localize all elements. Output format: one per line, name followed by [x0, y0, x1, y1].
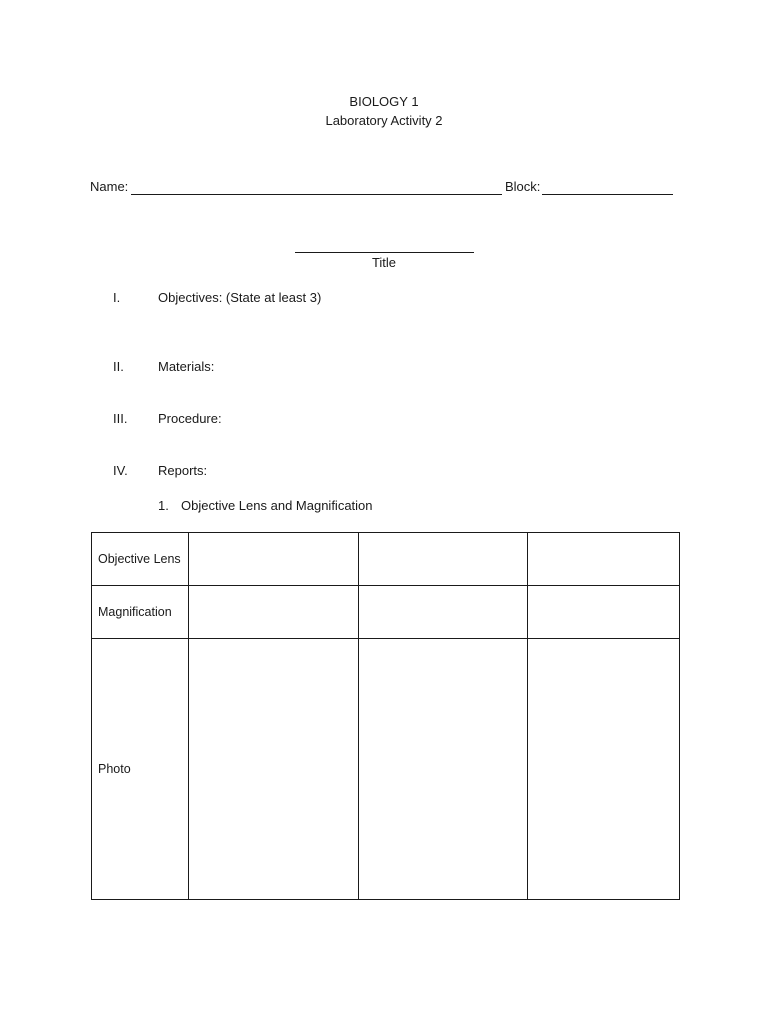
block-blank-line[interactable] [542, 194, 673, 195]
name-blank-line[interactable] [131, 194, 502, 195]
table-row [92, 639, 680, 900]
table-cell[interactable] [359, 639, 528, 900]
block-label: Block: [505, 179, 541, 194]
table-cell[interactable] [189, 586, 359, 639]
table-row [92, 533, 680, 586]
section-numeral-3: III. [113, 411, 128, 426]
report-table [91, 532, 680, 900]
row-label-objective-lens: Objective Lens [92, 533, 189, 586]
table-cell[interactable] [528, 639, 680, 900]
section-materials: Materials: [158, 359, 215, 374]
table-cell[interactable] [189, 533, 359, 586]
name-label: Name: [90, 179, 129, 194]
activity-title: Laboratory Activity 2 [325, 113, 443, 128]
table-cell[interactable] [528, 586, 680, 639]
title-blank-line[interactable] [295, 252, 474, 253]
table-row [92, 586, 680, 639]
section-objectives: Objectives: (State at least 3) [158, 290, 322, 305]
section-reports: Reports: [158, 463, 208, 478]
course-title: BIOLOGY 1 [349, 94, 419, 109]
section-numeral-4: IV. [113, 463, 128, 478]
table-cell[interactable] [189, 639, 359, 900]
section-procedure: Procedure: [158, 411, 222, 426]
report-item-number: 1. [158, 498, 169, 513]
report-item-label: Objective Lens and Magnification [181, 498, 373, 513]
table-cell[interactable] [359, 586, 528, 639]
row-label-magnification: Magnification [92, 586, 189, 639]
title-label: Title [371, 255, 397, 270]
row-label-photo: Photo [92, 639, 189, 900]
section-numeral-2: II. [113, 359, 124, 374]
table-cell[interactable] [359, 533, 528, 586]
table-cell[interactable] [528, 533, 680, 586]
section-numeral-1: I. [113, 290, 121, 305]
